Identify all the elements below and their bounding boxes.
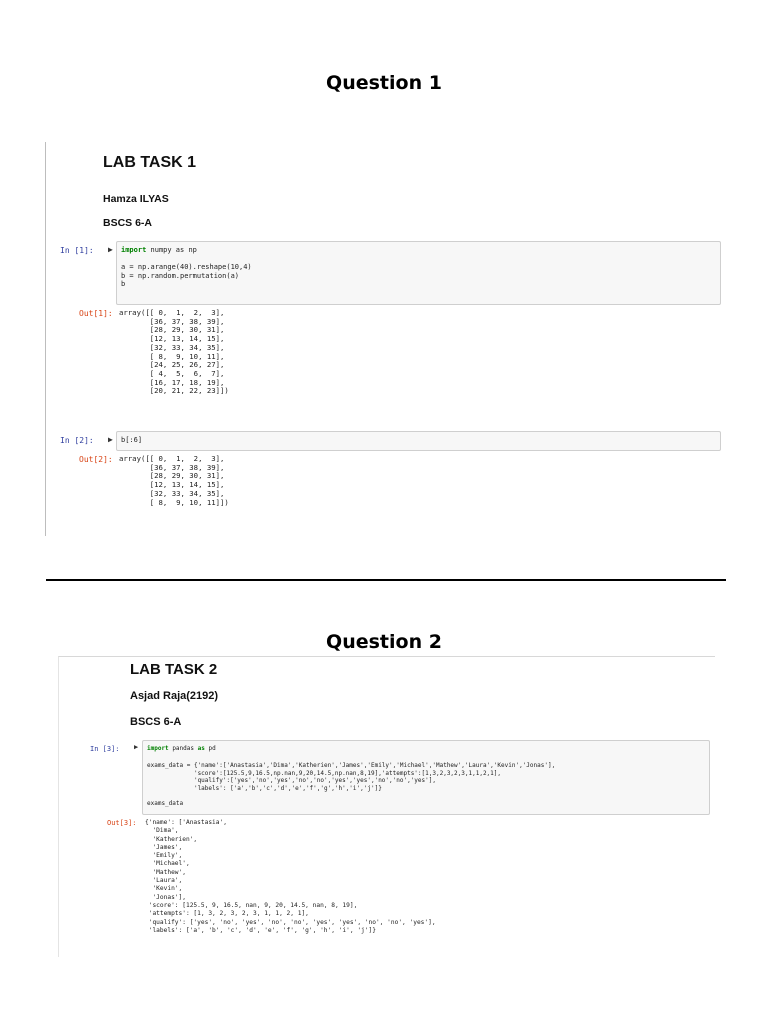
input-prompt: In [1]: [60,246,94,255]
code-cell-2[interactable] [116,431,721,451]
lab-task-1-title: LAB TASK 1 [103,154,197,171]
class-name: BSCS 6-A [130,716,182,728]
keyword-as: as [197,745,205,752]
code-body: b[:6] [121,436,143,444]
code-line-import [147,745,216,753]
input-prompt: In [2]: [60,436,94,445]
run-cell-icon[interactable]: ▶ [134,743,139,751]
input-prompt: In [3]: [90,745,120,753]
code-body: exams_data = {'name':['Anastasia','Dima','Katherien','James','Emily','Michael','Mathew','Laura','Kevin','Jonas'], 'score':[125.5,9,16.5,np.nan,9,20,14.5,np.nan,8,19],'attempts':[1,3,2,3,2,3,1,1,2,1], 'qualify':['yes','no','yes','no','no','yes','yes','no','no','yes'], 'labels': ['a','b','c','d','e','f','g','h','i','j']} exams_data [147,762,556,807]
import-alias: pd [208,745,216,752]
import-module: numpy as np [150,246,197,254]
code-body: a = np.arange(40).reshape(10,4) b = np.random.permutation(a) b [121,263,252,289]
lab-task-2-screenshot [58,656,715,957]
author-name: Hamza ILYAS [103,193,169,205]
import-module: pandas [172,745,194,752]
cell-output-1: array([[ 0, 1, 2, 3], [36, 37, 38, 39], [28, 29, 30, 31], [12, 13, 14, 15], [32, 33, 34, 35], [ 8, 9, 10, 11], [24, 25, 26, 27], [ 4, 5, 6, 7], [16, 17, 18, 19], [20, 21, 22, 23]]) [119,308,229,396]
output-prompt: Out[1]: [79,309,113,318]
class-name: BSCS 6-A [103,217,153,229]
cell-output-3: {'name': ['Anastasia', 'Dima', 'Katherien', 'James', 'Emily', 'Michael', 'Mathew', 'Laura', 'Kevin', 'Jonas'], 'score': [125.5, 9, 16.5, nan, 9, 20, 14.5, nan, 8, 19], 'attempts': [1, 3, 2, 3, 2, 3, 1, 1, 2, 1], 'qualify': ['yes', 'no', 'yes', 'no', 'no', 'yes', 'yes', 'no', 'no', 'yes'], 'labels': ['a', 'b', 'c', 'd', 'e', 'f', 'g', 'h', 'i', 'j']} [145,819,436,934]
keyword-import: import [121,246,147,254]
code-cell-3[interactable] [142,740,710,815]
question-2-heading: Question 2 [326,631,442,653]
lab-task-1-screenshot [45,142,724,536]
cell-output-2: array([[ 0, 1, 2, 3], [36, 37, 38, 39], [28, 29, 30, 31], [12, 13, 14, 15], [32, 33, 34, 35], [ 8, 9, 10, 11]]) [119,454,229,507]
code-cell-1[interactable] [116,241,721,305]
code-line-import [121,246,197,255]
run-cell-icon[interactable]: ▶ [108,435,113,444]
keyword-import: import [147,745,169,752]
output-prompt: Out[2]: [79,455,113,464]
run-cell-icon[interactable]: ▶ [108,245,113,254]
author-name: Asjad Raja(2192) [130,690,219,702]
output-prompt: Out[3]: [107,819,137,827]
lab-task-2-title: LAB TASK 2 [130,661,218,678]
section-divider [46,579,726,581]
question-1-heading: Question 1 [326,72,442,94]
